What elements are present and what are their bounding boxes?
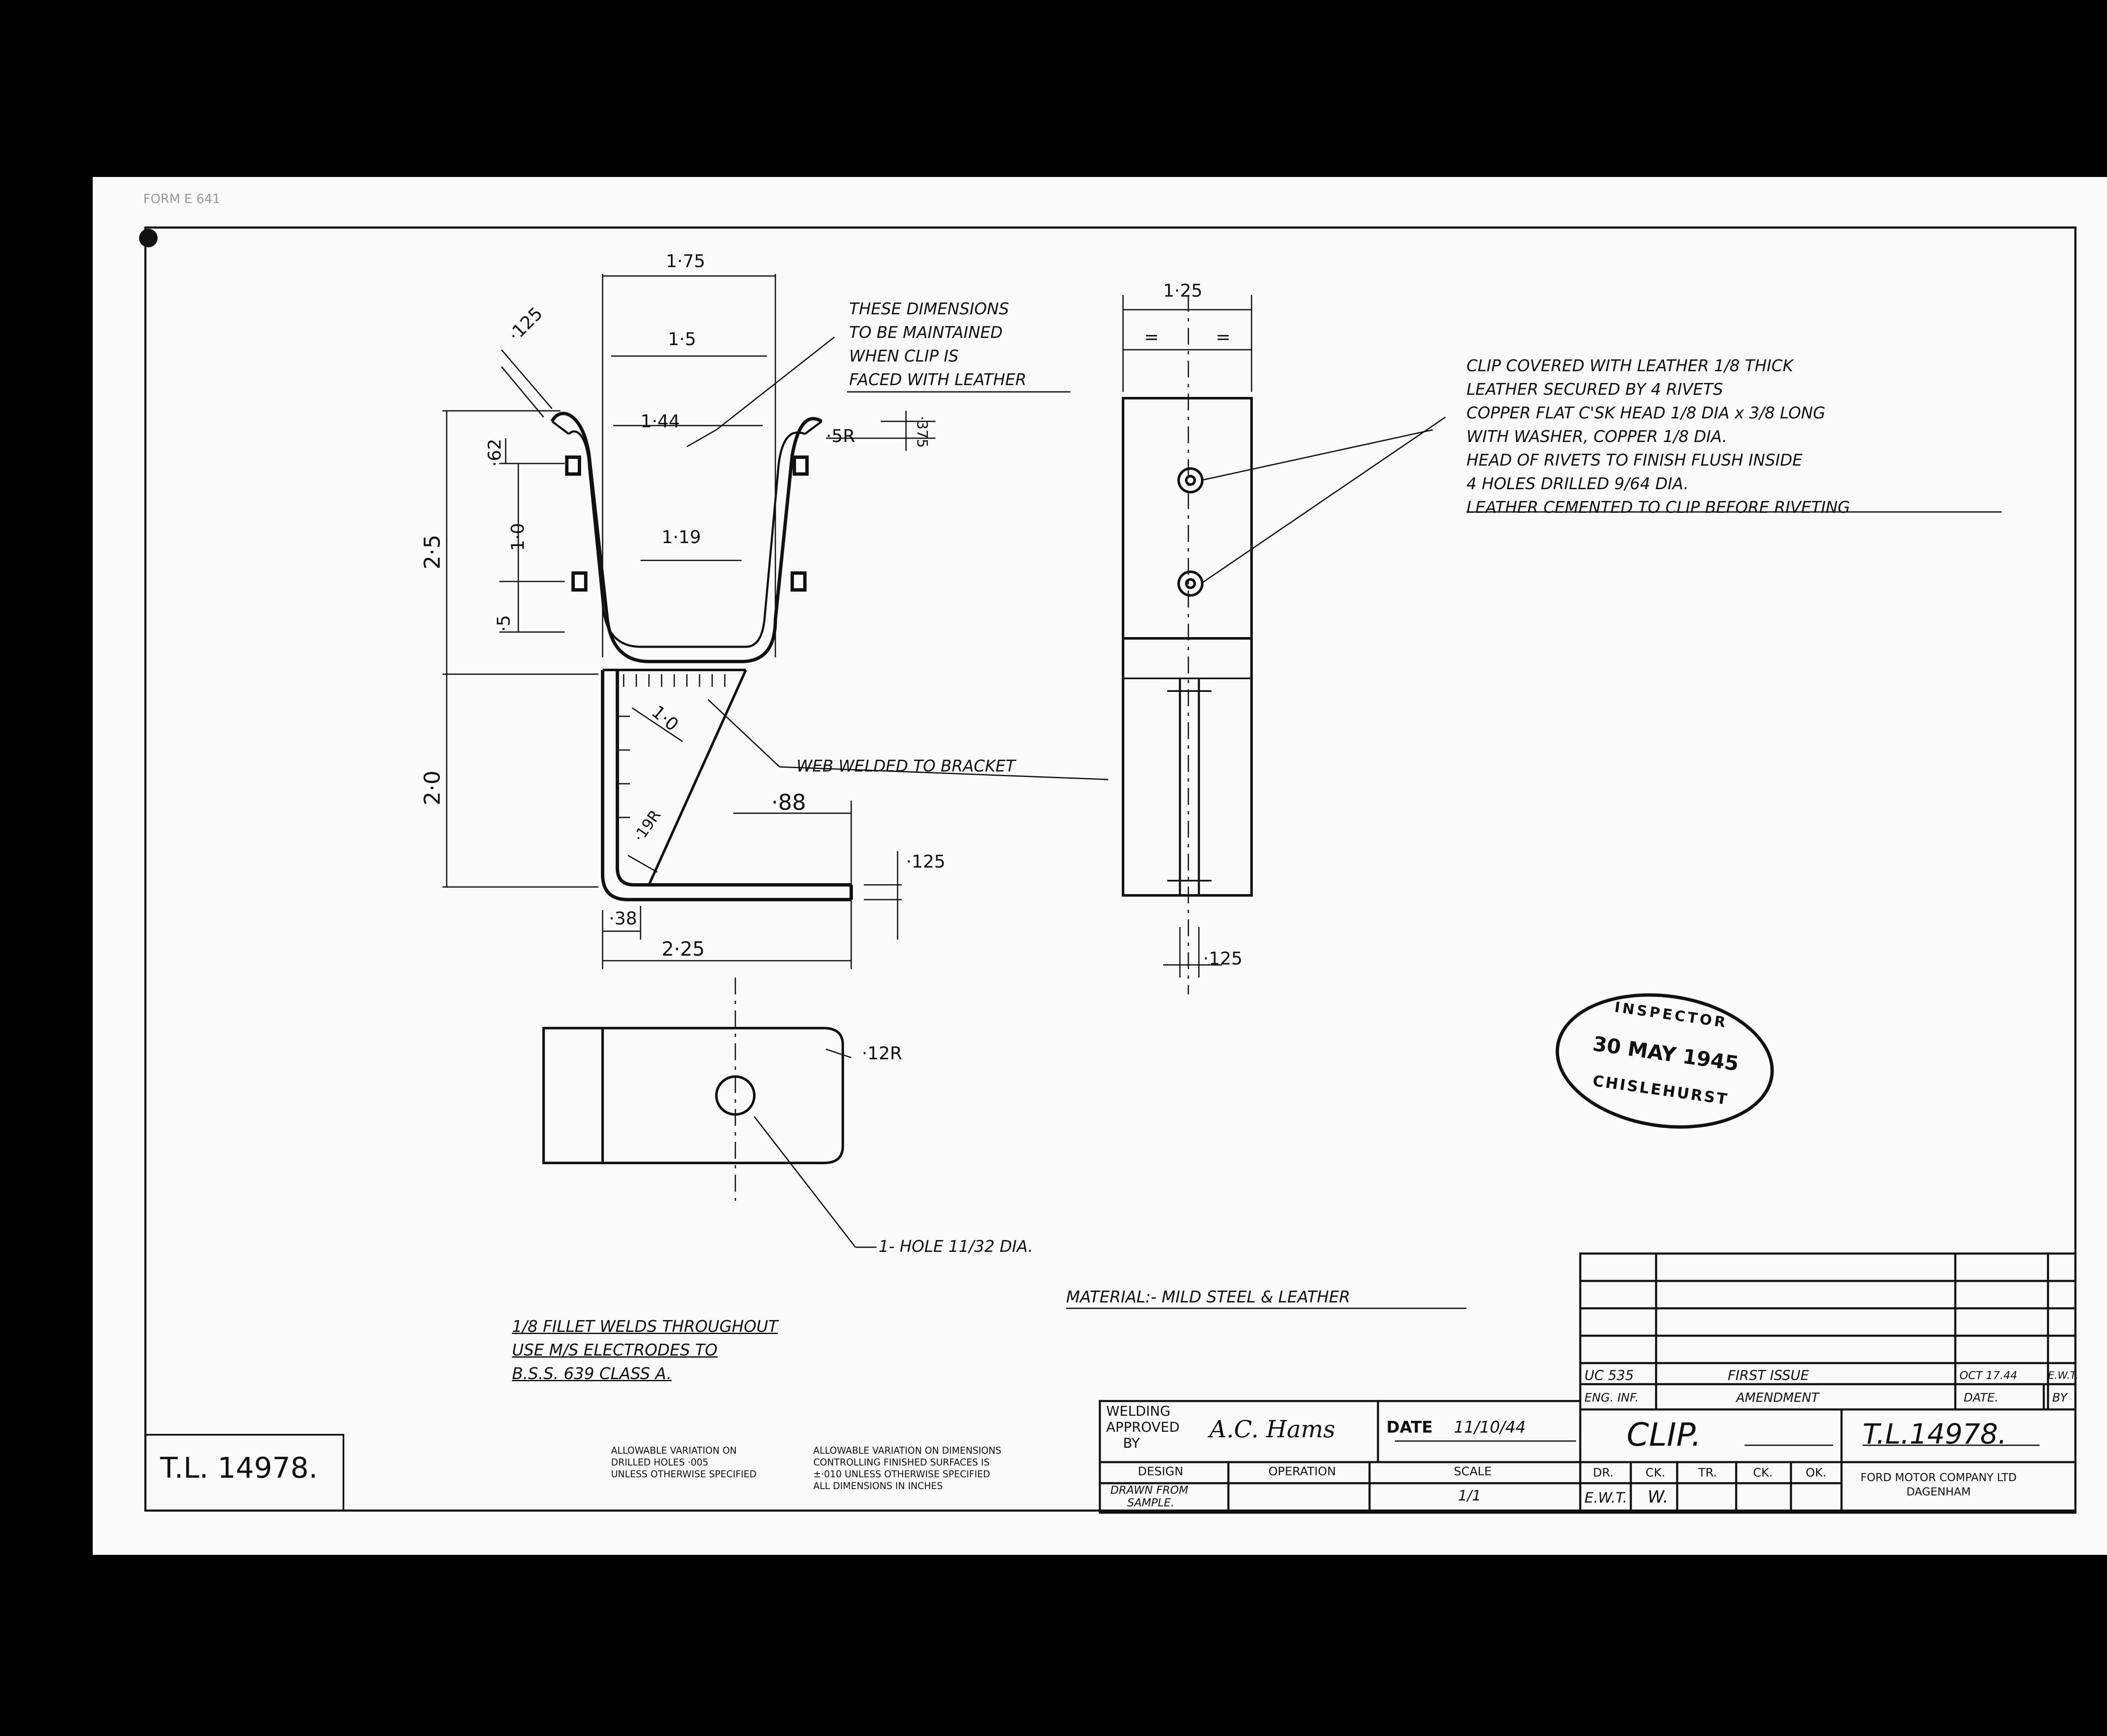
dim-2-25: 2·25 <box>662 938 705 960</box>
date-label: DATE <box>1386 1418 1433 1436</box>
note-leather-covering: CLIP COVERED WITH LEATHER 1/8 THICK LEATHER SECURED BY 4 RIVETS COPPER FLAT C'SK HEAD 1/8 DIA x 3/8 LONG WITH WASHER, COPPER 1/8 DIA. HEAD OF RIVETS TO FINISH FLUSH INSIDE 4 HOLES DRILLED 9/64 DIA. LEATHER CEMENTED TO CLIP BEFORE RIVETING <box>1466 356 1850 517</box>
issue-by: E.W.T. <box>2048 1369 2078 1381</box>
dim-equal-2: = <box>1216 327 1231 347</box>
dim-1-44: 1·44 <box>641 411 680 431</box>
approver-signature: A.C. Hams <box>1209 1416 1335 1443</box>
dim-0-125-angle: ·125 <box>504 303 547 346</box>
issue-date: OCT 17.44 <box>1960 1369 2018 1382</box>
clip-plan-view <box>544 1028 843 1163</box>
variation-dimensions: ALLOWABLE VARIATION ON DIMENSIONS CONTROLLING FINISHED SURFACES IS ±·010 UNLESS OTHERWISE SPECIFIED ALL DIMENSIONS IN INCHES <box>813 1446 1002 1492</box>
dim-1-0-left: 1·0 <box>507 523 528 551</box>
dim-0-125-right: ·125 <box>906 851 946 872</box>
drawing-number: T.L.14978. <box>1863 1418 2007 1450</box>
dim-0-88: ·88 <box>771 790 806 815</box>
note-fillet-welds: 1/8 FILLET WELDS THROUGHOUT USE M/S ELECTRODES TO B.S.S. 639 CLASS A. <box>512 1317 778 1383</box>
dim-0-125-side: ·125 <box>1203 948 1243 969</box>
scale-label: SCALE <box>1454 1464 1492 1478</box>
front-leaders <box>628 337 1108 872</box>
dim-0-5r: ·5R <box>826 426 855 446</box>
dim-0-38: ·38 <box>609 908 637 929</box>
form-number: FORM E 641 <box>143 192 220 206</box>
dim-2-5: 2·5 <box>420 534 445 570</box>
dim-1-75: 1·75 <box>666 251 705 271</box>
design-label: DESIGN <box>1138 1464 1183 1478</box>
dim-0-375: ·375 <box>913 416 930 448</box>
welding-approved-label: WELDING APPROVED BY <box>1106 1403 1180 1451</box>
border-drawing-number: T.L. 14978. <box>160 1452 318 1485</box>
dim-1-5: 1·5 <box>668 329 696 349</box>
tr-label: TR. <box>1698 1465 1717 1479</box>
by-column-label: BY <box>2052 1390 2067 1404</box>
uc-number: UC 535 <box>1584 1367 1634 1383</box>
drawn-from-sample: DRAWN FROM SAMPLE. <box>1110 1484 1188 1509</box>
dim-1-0-web: 1·0 <box>648 701 683 735</box>
ck1-label: CK. <box>1646 1465 1665 1479</box>
note-dimensions-maintained: THESE DIMENSIONS TO BE MAINTAINED WHEN CLIP IS FACED WITH LEATHER <box>849 300 1027 389</box>
inspection-stamp: INSPECTOR 30 MAY 1945 CHISLEHURST <box>1547 980 1783 1142</box>
date-value: 11/10/44 <box>1454 1418 1526 1436</box>
clip-front-view <box>552 413 851 900</box>
drawing-title: CLIP. <box>1627 1416 1702 1453</box>
first-issue: FIRST ISSUE <box>1728 1367 1809 1383</box>
company-name: FORD MOTOR COMPANY LTD DAGENHAM <box>1860 1471 2017 1498</box>
date-column-label: DATE. <box>1964 1390 1999 1404</box>
dr-label: DR. <box>1593 1465 1614 1479</box>
note-material: MATERIAL:- MILD STEEL & LEATHER <box>1066 1288 1351 1306</box>
dim-1-19: 1·19 <box>662 527 701 547</box>
punch-hole <box>139 229 158 247</box>
ok-label: OK. <box>1806 1465 1827 1479</box>
operation-label: OPERATION <box>1268 1464 1336 1478</box>
dim-0-62: ·62 <box>484 439 505 467</box>
dim-1-25-side: 1·25 <box>1163 280 1203 301</box>
note-hole: 1- HOLE 11/32 DIA. <box>879 1237 1033 1256</box>
scale-value: 1/1 <box>1458 1487 1481 1504</box>
ewt-initials: E.W.T. <box>1584 1490 1627 1506</box>
variation-drilled-holes: ALLOWABLE VARIATION ON DRILLED HOLES ·005 UNLESS OTHERWISE SPECIFIED <box>611 1446 757 1480</box>
weld-hatch <box>617 674 725 817</box>
dim-0-19r: ·19R <box>630 807 665 845</box>
clip-side-view <box>1123 295 1252 994</box>
note-web-welded: WEB WELDED TO BRACKET <box>796 757 1016 775</box>
dim-equal-1: = <box>1144 327 1159 347</box>
dim-2-0: 2·0 <box>420 770 445 806</box>
dim-0-12r: ·12R <box>862 1043 902 1064</box>
eng-inf-label: ENG. INF. <box>1584 1390 1639 1404</box>
amendment-label: AMENDMENT <box>1736 1390 1819 1405</box>
plan-lines <box>735 978 877 1247</box>
dim-0-5: ·5 <box>493 615 514 632</box>
ck2-label: CK. <box>1753 1465 1773 1479</box>
checker-initials: W. <box>1648 1487 1669 1507</box>
note-underlines <box>847 392 2002 1308</box>
